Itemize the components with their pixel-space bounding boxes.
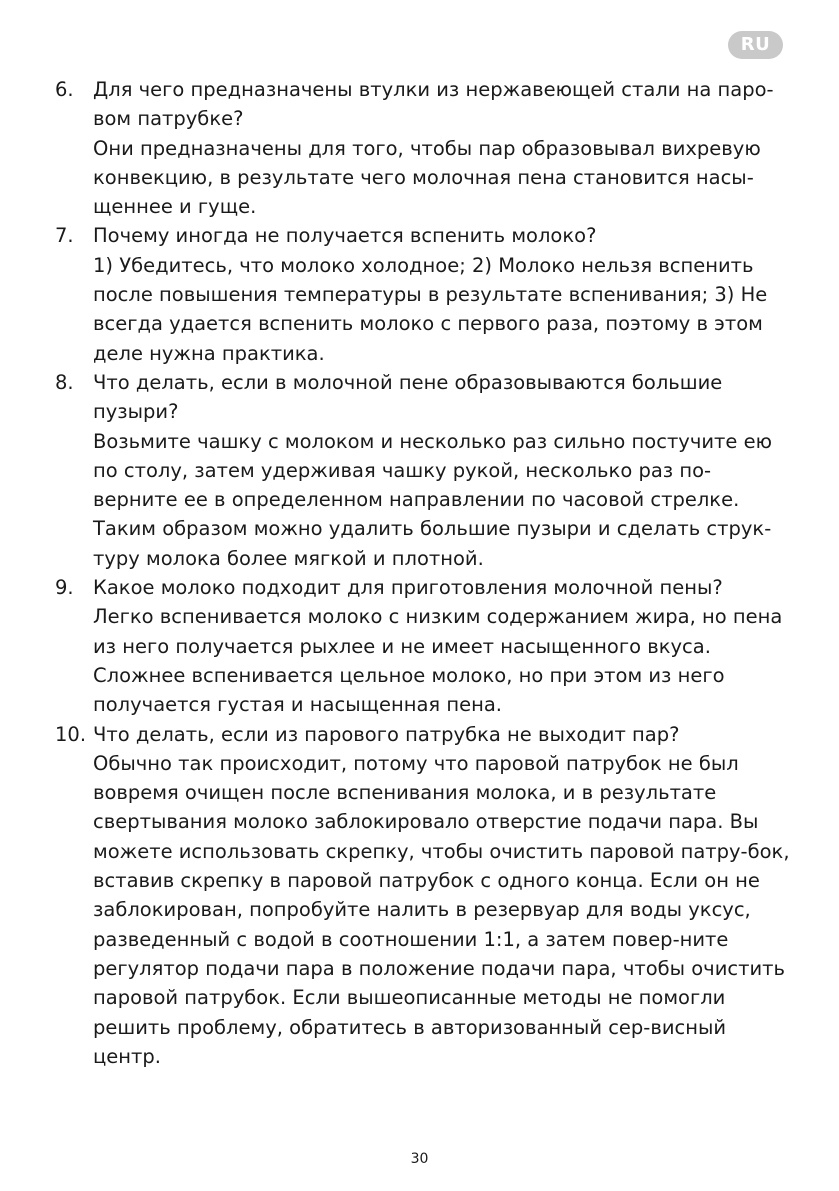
page-number: 30 [410, 1151, 429, 1167]
faq-list [55, 75, 790, 1071]
faq-item-7 [55, 221, 790, 367]
faq-item-6 [55, 75, 790, 221]
faq-item-number: 8. [55, 370, 74, 394]
faq-item-9 [55, 573, 790, 719]
faq-answer: 1) Убедитесь, что молоко холодное; 2) Молоко нельзя вспенить после повышения температуры в результате вспенивания; 3) Не всегда удается вспенить молоко с первого раза, поэтому в этом деле нужна практика. [93, 253, 768, 365]
faq-answer: Возьмите чашку с молоком и несколько раз сильно постучите ею по столу, затем удерживая чашку рукой, несколько раз по-верните ее в определенном направлении по часовой стрелке. Таким образом можно удалить большие пузыри и сделать струк-туру молока более мягкой и плотной. [93, 429, 773, 570]
language-badge: RU [728, 31, 783, 59]
faq-item-content [93, 720, 790, 1072]
faq-item-10 [55, 720, 790, 1072]
faq-item-number: 9. [55, 576, 74, 600]
faq-item-number: 6. [55, 78, 74, 101]
faq-item-content [93, 75, 790, 221]
faq-item-8 [55, 368, 790, 573]
faq-answer: Легко вспенивается молоко с низким содержанием жира, но пена из него получается рыхлее и не имеет насыщенного вкуса. Сложнее вспенивается цельное молоко, но при этом из него получается густая и насыщенная пена. [93, 605, 783, 717]
faq-item-content [93, 368, 790, 573]
faq-answer: Обычно так происходит, потому что паровой патрубок не был вовремя очищен после вспенивания молока, и в результате свертывания молоко заблокировало отверстие подачи пара. Вы можете использовать скрепку, чтобы очистить паровой патру-бок, вставив скрепку в паровой патрубок с одного конца. Если он не заблокирован, попробуйте налить в резервуар для воды уксус, разведенный с водой в соотношении 1:1, а затем повер-ните регулятор подачи пара в положение подачи пара, чтобы очистить паровой патрубок. Если вышеописанные методы не помогли решить проблему, обратитесь в авторизованный сер-висный центр. [93, 751, 790, 1068]
faq-question: Для чего предназначены втулки из нержавеющей стали на паро-вом патрубке? [93, 78, 774, 131]
faq-item-content [93, 221, 790, 367]
faq-question: Что делать, если в молочной пене образовываются большие пузыри? [93, 370, 723, 424]
faq-question: Почему иногда не получается вспенить молоко? [93, 224, 597, 248]
faq-question: Какое молоко подходит для приготовления молочной пены? [93, 576, 723, 600]
faq-item-number: 7. [55, 224, 74, 248]
faq-question: Что делать, если из парового патрубка не выходит пар? [93, 722, 680, 746]
faq-answer: Они предназначены для того, чтобы пар образовывал вихревую конвекцию, в результате чего молочная пена становится насы-щеннее и гуще. [93, 136, 761, 219]
faq-item-number: 10. [55, 722, 87, 746]
faq-item-content [93, 573, 790, 719]
